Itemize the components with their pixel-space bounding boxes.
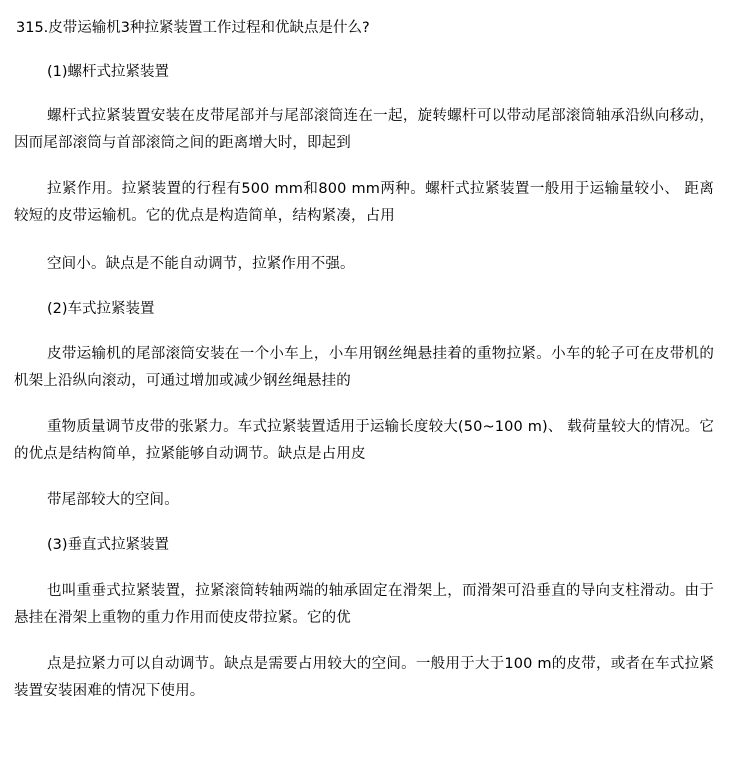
paragraph-cart-2: 重物质量调节皮带的张紧力。车式拉紧装置适用于运输长度较大(50~100 m)、 载荷量较大的情况。它的优点是结构简单，拉紧能够自动调节。缺点是占用皮 — [14, 419, 714, 462]
paragraph-screw-3: 空间小。缺点是不能自动调节，拉紧作用不强。 — [47, 256, 355, 272]
section-heading-vertical: (3)垂直式拉紧装置 — [47, 537, 170, 553]
paragraph-cart-3: 带尾部较大的空间。 — [47, 492, 179, 508]
paragraph-cart-1: 皮带运输机的尾部滚筒安装在一个小车上，小车用钢丝绳悬挂着的重物拉紧。小车的轮子可在皮带机的机架上沿纵向滚动，可通过增加或减少钢丝绳悬挂的 — [14, 346, 714, 389]
question-title: 315.皮带运输机3种拉紧装置工作过程和优缺点是什么? — [16, 20, 370, 36]
paragraph-vertical-2: 点是拉紧力可以自动调节。缺点是需要占用较大的空间。一般用于大于100 m的皮带，或者在车式拉紧装置安装困难的情况下使用。 — [14, 656, 714, 699]
paragraph-screw-2: 拉紧作用。拉紧装置的行程有500 mm和800 mm两种。螺杆式拉紧装置一般用于运输量较小、 距离较短的皮带运输机。它的优点是构造简单，结构紧凑，占用 — [14, 181, 714, 224]
paragraph-screw-1: 螺杆式拉紧装置安装在皮带尾部并与尾部滚筒连在一起，旋转螺杆可以带动尾部滚筒轴承沿纵向移动，因而尾部滚筒与首部滚筒之间的距离增大时，即起到 — [14, 108, 714, 151]
section-heading-screw: (1)螺杆式拉紧装置 — [47, 64, 170, 80]
paragraph-vertical-1: 也叫重垂式拉紧装置，拉紧滚筒转轴两端的轴承固定在滑架上，而滑架可沿垂直的导向支柱滑动。由于悬挂在滑架上重物的重力作用而使皮带拉紧。它的优 — [14, 583, 714, 626]
section-heading-cart: (2)车式拉紧装置 — [47, 301, 155, 317]
